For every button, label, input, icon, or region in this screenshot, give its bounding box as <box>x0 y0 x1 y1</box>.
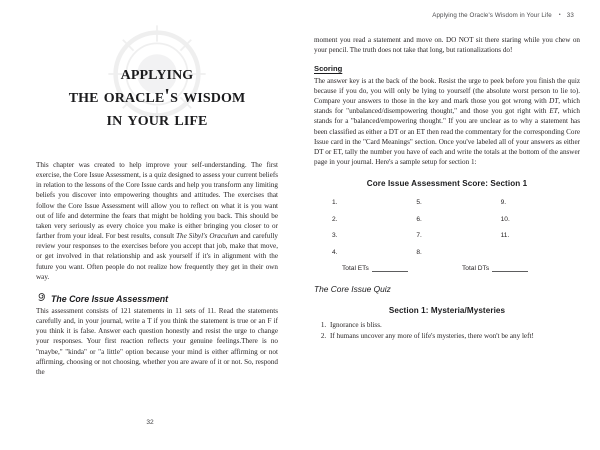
continued-paragraph: moment you read a statement and move on. DO NOT sit there staring while you chew on your pencil. The truth does not take that long, but rationalizations do! <box>314 36 580 55</box>
score-totals-row <box>332 265 564 272</box>
folio-right: 33 <box>566 12 574 19</box>
score-item[interactable]: 2. <box>332 215 338 223</box>
score-item[interactable]: 1. <box>332 199 338 207</box>
total-dts-field[interactable] <box>453 265 564 272</box>
score-item[interactable]: 6. <box>416 215 422 223</box>
running-head <box>314 12 580 19</box>
score-item[interactable]: 11. <box>500 232 510 240</box>
score-row <box>332 232 564 239</box>
dt-abbrev: DT <box>549 97 559 106</box>
chapter-title-line-1: applying <box>120 62 194 84</box>
running-head-title: Applying the Oracle's Wisdom in Your Life <box>432 12 552 19</box>
spacer <box>314 294 580 306</box>
chapter-title <box>36 62 278 131</box>
total-ets-blank-rule[interactable] <box>372 265 408 272</box>
total-ets-field[interactable] <box>342 265 453 272</box>
quiz-heading: The Core Issue Quiz <box>314 284 391 295</box>
chapter-title-block <box>36 18 278 150</box>
score-row <box>332 199 564 206</box>
folio-left: 32 <box>146 419 154 426</box>
intro-paragraph: This chapter was created to help improve your self-understanding. The first exercise, the Core Issue Assessment, is a quiz designed to assess your current beliefs in relation to the lessons of the Core Issue cards and help you transform any limiting beliefs you discover into empowering thoughts and attitudes. The exercises that follow the Core Issue Assessment will allow you to reflect on what it is you want out of life and determine the fears that might be holding you back. This should be taken very seriously as every choice you make is either bringing you closer to or farther from your ideal. For best results, consult The Sibyl's Oraculum and carefully review your responses to the exercises before you accept that job, make that move, or get involved in that relationship and ask yourself if it's in alignment with the future you want. Often people do not realize how frequently they get in their own way. <box>36 161 278 281</box>
chapter-title-line-3: in your life <box>106 107 208 130</box>
spiral-ornament-icon <box>36 292 47 303</box>
spacer <box>36 282 278 291</box>
quiz-section-heading: Section 1: Mysteria/Mysteries <box>388 306 506 316</box>
book-title-mention: The Sibyl's Oraculum <box>176 232 239 241</box>
section-heading-core-issue-assessment <box>36 291 278 304</box>
score-item[interactable]: 3. <box>332 232 338 240</box>
score-item[interactable]: 7. <box>416 232 422 240</box>
spacer <box>314 167 580 179</box>
right-page <box>300 0 600 450</box>
list-item: 1. Ignorance is bliss. <box>328 320 580 330</box>
score-row <box>332 249 564 256</box>
scoring-paragraph: The answer key is at the back of the book. Resist the urge to peek before you finish the quiz because if you do, you will only be lying to yourself (the absolute worst person to lie to). Compare your answers to those in the key and mark those you got wrong with DT, which stands for "unbalanced/disempowering thought," and those you got right with ET, which stands for a "balanced/empowering thought." If you are unclear as to why a statement has been classified as either a DT or an ET then read the commentary for the corresponding Core Issue card in the "Card Meanings" section. Once you've labeled all of your answers as either DT or ET, tally the number you have of each and write the totals at the bottom of the answer page in your journal. Here's a sample setup for section 1: <box>314 76 580 167</box>
total-ets-label: Total ETs <box>342 265 369 273</box>
score-row <box>332 216 564 223</box>
score-item[interactable]: 10. <box>500 215 510 223</box>
total-dts-label: Total DTs <box>462 265 490 273</box>
chapter-title-line-2: the oracle's wisdom <box>68 84 246 107</box>
running-head-separator-icon: • <box>558 12 561 19</box>
spacer <box>314 272 580 284</box>
spacer <box>314 55 580 64</box>
score-table-heading: Core Issue Assessment Score: Section 1 <box>366 179 528 189</box>
score-item[interactable]: 8. <box>416 248 422 256</box>
score-item[interactable]: 9. <box>500 199 507 207</box>
score-table <box>314 199 580 272</box>
score-item[interactable]: 5. <box>416 199 422 207</box>
score-item[interactable]: 4. <box>332 248 338 256</box>
score-item-empty <box>487 249 564 256</box>
section-heading-label: The Core Issue Assessment <box>51 293 169 304</box>
scoring-heading: Scoring <box>314 64 343 74</box>
quiz-list <box>314 320 580 341</box>
list-item: 2. If humans uncover any more of life's mysteries, there won't be any left! <box>328 331 580 341</box>
total-dts-blank-rule[interactable] <box>492 265 528 272</box>
et-abbrev: ET <box>549 107 558 116</box>
assessment-paragraph: This assessment consists of 121 statements in 11 sets of 11. Read the statements carefully and, in your journal, write a T if you think the statement is true or an F if you think it is false. Answer each question honestly and resist the urge to change your responses. Your first reaction reflects your genuine feelings.There is no "maybe," "kinda" or "a little" option because your mind is either affirming or not affirming, choosing or not choosing, whether you are aware of it or not. So, respond the <box>36 306 278 376</box>
